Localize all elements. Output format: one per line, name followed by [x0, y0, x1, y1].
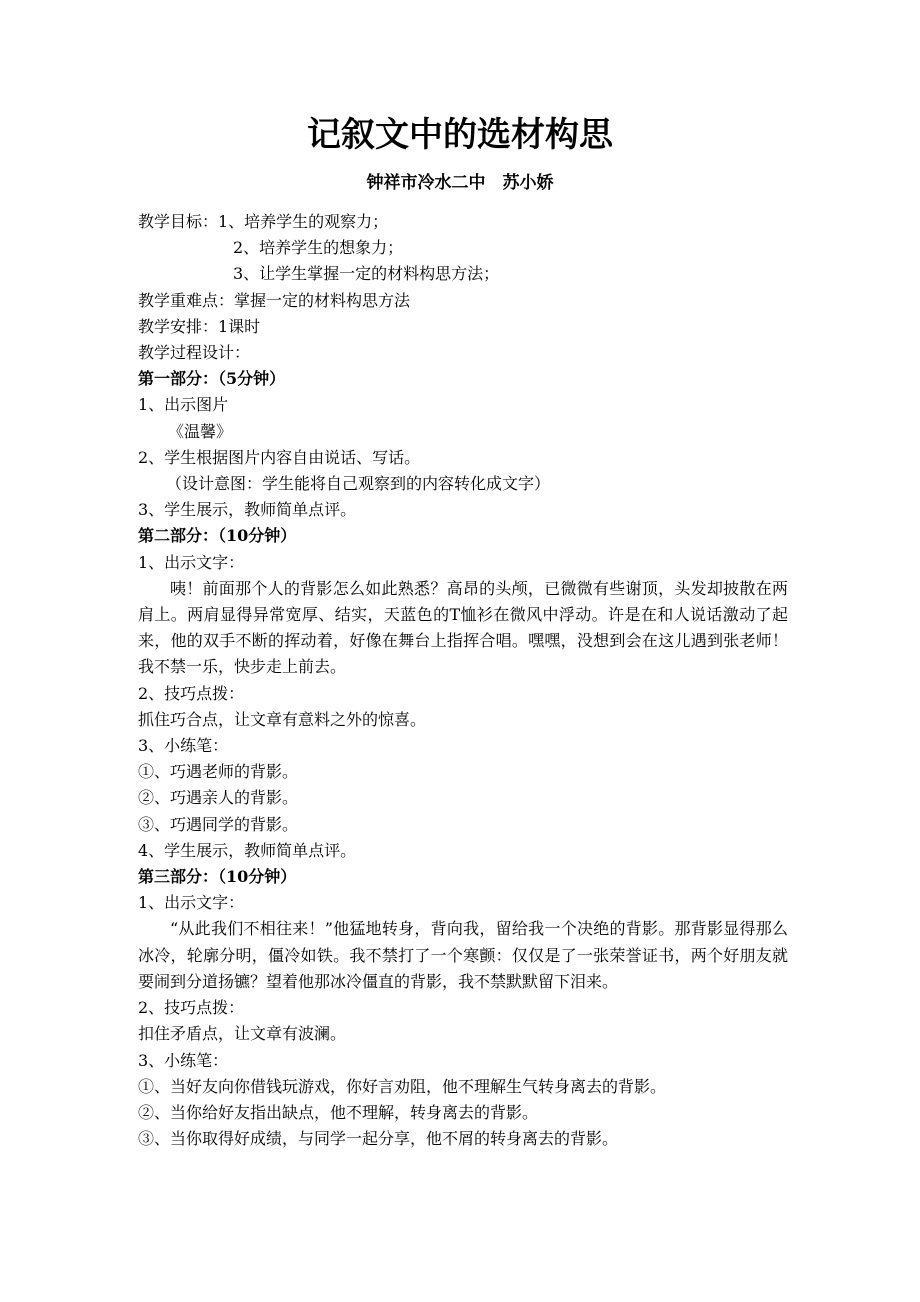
part2-line: 1、出示文字：	[138, 552, 245, 572]
teaching-goal-2: 2、培养学生的想象力；	[233, 238, 404, 258]
part1-line: 3、学生展示，教师简单点评。	[138, 500, 357, 520]
arrangement: 教学安排：1课时	[138, 316, 261, 336]
part2-line: ①、巧遇老师的背影。	[138, 762, 299, 782]
part3-heading: 第三部分：（10分钟）	[138, 867, 297, 887]
part1-line: 1、出示图片	[138, 395, 229, 415]
key-difficulty: 教学重难点：掌握一定的材料构思方法	[138, 290, 411, 310]
process-title: 教学过程设计：	[138, 343, 251, 363]
part1-line: 《温馨》	[168, 421, 233, 441]
part1-line: （设计意图：学生能将自己观察到的内容转化成文字）	[166, 474, 551, 494]
teaching-goal-1: 教学目标：1、培养学生的观察力；	[138, 212, 389, 231]
teaching-goal-3: 3、让学生掌握一定的材料构思方法；	[233, 264, 500, 284]
part2-line: 2、技巧点拨：	[138, 683, 245, 703]
document-author: 钟祥市冷水二中 苏小娇	[366, 173, 554, 193]
part3-line: 扣住矛盾点，让文章有波澜。	[138, 1024, 347, 1044]
part2-line: ③、巧遇同学的背影。	[138, 814, 299, 834]
part3-line: ③、当你取得好成绩，与同学一起分享，他不屑的转身离去的背影。	[138, 1129, 619, 1149]
part2-line: 抓住巧合点，让文章有意料之外的惊喜。	[138, 709, 427, 729]
part2-line: ②、巧遇亲人的背影。	[138, 788, 299, 808]
document-title: 记叙文中的选材构思	[307, 115, 613, 155]
part3-line: 3、小练笔：	[138, 1050, 229, 1070]
part3-line: ①、当好友向你借钱玩游戏，你好言劝阻，他不理解生气转身离去的背影。	[138, 1076, 667, 1096]
part3-line: ②、当你给好友指出缺点，他不理解，转身离去的背影。	[138, 1102, 539, 1122]
part3-line: 1、出示文字：	[138, 893, 245, 913]
part2-line: 4、学生展示，教师简单点评。	[138, 840, 357, 860]
document-body	[138, 209, 788, 1152]
part1-line: 2、学生根据图片内容自由说话、写话。	[138, 447, 421, 467]
part1-heading: 第一部分：（5分钟）	[138, 369, 286, 389]
part3-line: 2、技巧点拨：	[138, 998, 245, 1018]
part3-passage: “从此我们不相往来！”他猛地转身，背向我，留给我一个决绝的背影。那背影显得那么冰冷，轮廓分明，僵冷如铁。我不禁打了一个寒颤：仅仅是了一张荣誉证书，两个好朋友就要闹到分道扬镳？望着他那冰冷僵直的背影，我不禁默默留下泪来。	[138, 919, 788, 991]
part2-line: 3、小练笔：	[138, 736, 229, 756]
part2-heading: 第二部分：（10分钟）	[138, 526, 297, 546]
part2-passage: 咦！前面那个人的背影怎么如此熟悉？高昂的头颅，已微微有些谢顶，头发却披散在两肩上。两肩显得异常宽厚、结实，天蓝色的T恤衫在微风中浮动。许是在和人说话激动了起来，他的双手不断的挥动着，好像在舞台上指挥合唱。嘿嘿，没想到会在这儿遇到张老师！我不禁一乐，快步走上前去。	[138, 578, 788, 677]
